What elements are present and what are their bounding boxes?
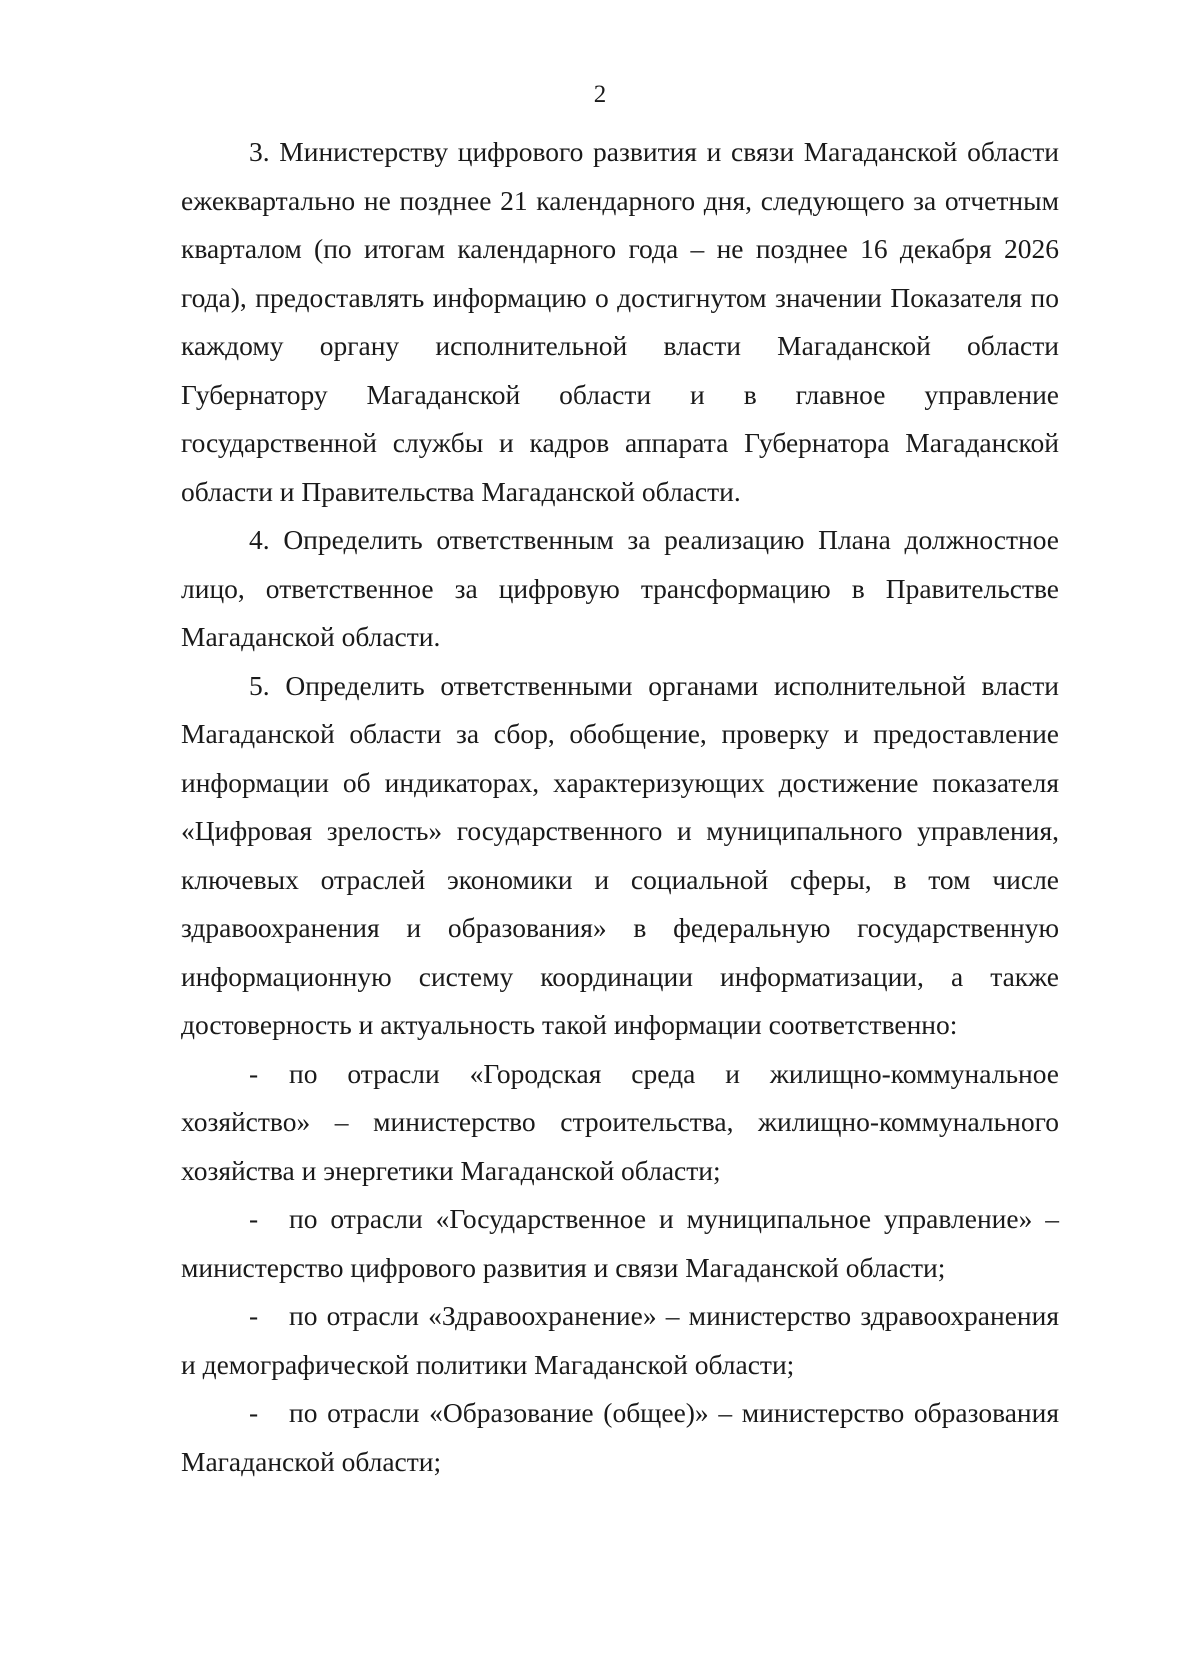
list-dash: - (249, 1057, 259, 1089)
paragraph-5: 5. Определить ответственными органами исполнительной власти Магаданской области за сбор, обобщение, проверку и предоставление информации об индикаторах, характеризующих достижение показателя «Цифровая зрелость» государственного и муниципального управления, ключевых отраслей экономики и социальной сферы, в том числе здравоохранения и образования» в федеральную государственную информационную систему координации информатизации, а также достоверность и актуальность такой информации соответственно: (181, 669, 1059, 1040)
paragraph-3: 3. Министерству цифрового развития и связи Магаданской области ежеквартально не позднее 21 календарного дня, следующего за отчетным кварталом (по итогам календарного года – не позднее 16 декабря 2026 года), предоставлять информацию о достигнутом значении Показателя по каждому органу исполнительной власти Магаданской области Губернатору Магаданской области и в главное управление государственной службы и кадров аппарата Губернатора Магаданской области и Правительства Магаданской области. (181, 136, 1059, 507)
page-number: 2 (593, 81, 607, 108)
list-dash: - (249, 1203, 259, 1234)
list-item (181, 1292, 1059, 1389)
list-dash: - (249, 1397, 259, 1428)
document-body (181, 128, 1059, 1486)
list-item-text: по отрасли «Городская среда и жилищно-коммунальное хозяйство» – министерство строительства, жилищно-коммунального хозяйства и энергетики Магаданской области; (181, 1057, 1059, 1186)
list-item (181, 1050, 1059, 1196)
list-item (181, 1389, 1059, 1486)
list-item-text: по отрасли «Государственное и муниципальное управление» – министерство цифрового развития и связи Магаданской области; (181, 1203, 1059, 1283)
list-dash: - (249, 1300, 259, 1331)
list-item (181, 1195, 1059, 1292)
list-item-text: по отрасли «Образование (общее)» – министерство образования Магаданской области; (181, 1397, 1059, 1477)
paragraph-4: 4. Определить ответственным за реализацию Плана должностное лицо, ответственное за цифровую трансформацию в Правительстве Магаданской области. (181, 524, 1059, 652)
list-item-text: по отрасли «Здравоохранение» – министерство здравоохранения и демографической политики Магаданской области; (181, 1300, 1059, 1380)
